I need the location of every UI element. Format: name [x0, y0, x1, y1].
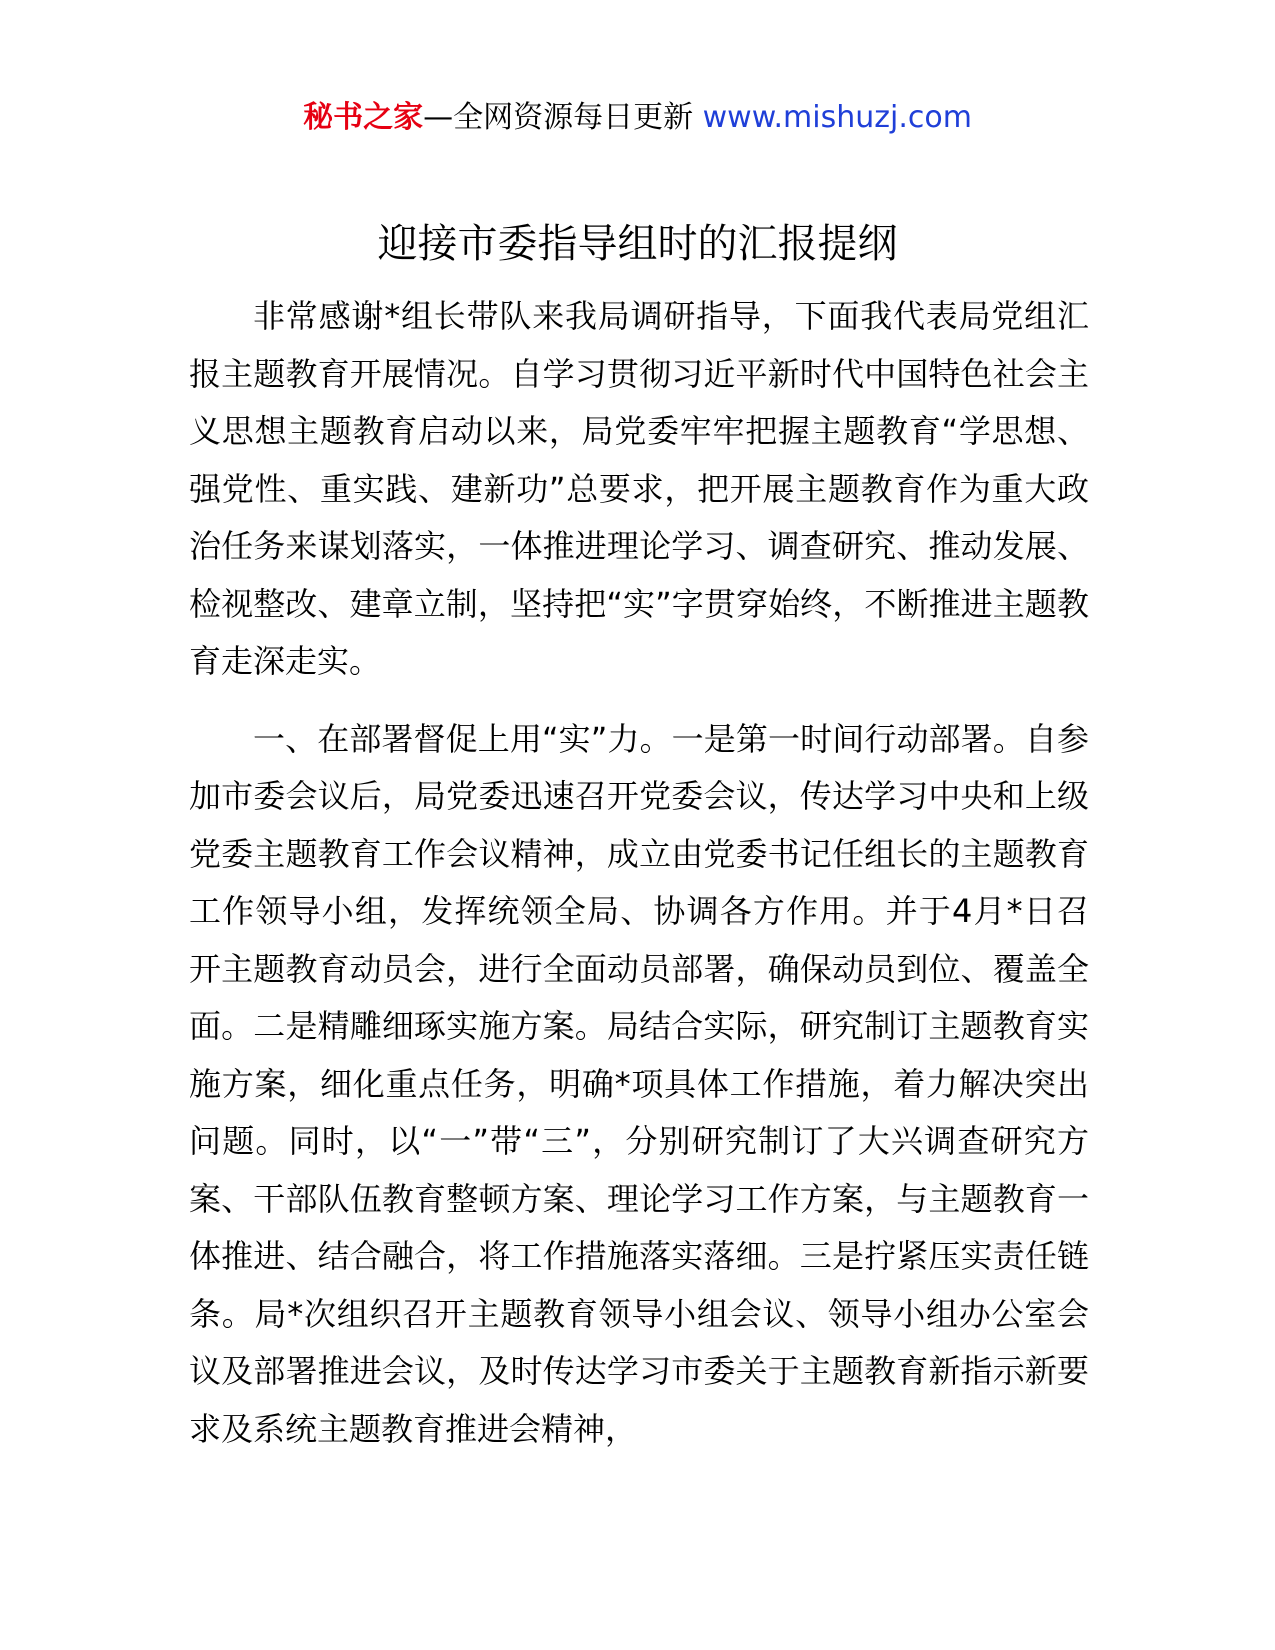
- site-brand: 秘书之家: [303, 100, 424, 135]
- document-body: [189, 288, 1089, 1458]
- site-tagline: —全网资源每日更新: [423, 100, 694, 135]
- site-url-link[interactable]: www.mishuzj.com: [702, 100, 972, 135]
- document-title: 迎接市委指导组时的汇报提纲: [377, 221, 898, 267]
- site-header: [0, 96, 1275, 140]
- paragraph-section-one: 一、在部署督促上用“实”力。一是第一时间行动部署。自参加市委会议后，局党委迅速召开党委会议，传达学习中央和上级党委主题教育工作会议精神，成立由党委书记任组长的主题教育工作领导小组，发挥统领全局、协调各方作用。并于4月*日召开主题教育动员会，进行全面动员部署，确保动员到位、覆盖全面。二是精雕细琢实施方案。局结合实际，研究制订主题教育实施方案，细化重点任务，明确*项具体工作措施，着力解决突出问题。同时，以“一”带“三”，分别研究制订了大兴调查研究方案、干部队伍教育整顿方案、理论学习工作方案，与主题教育一体推进、结合融合，将工作措施落实落细。三是拧紧压实责任链条。局*次组织召开主题教育领导小组会议、领导小组办公室会议及部署推进会议，及时传达学习市委关于主题教育新指示新要求及系统主题教育推进会精神，: [189, 719, 1089, 1448]
- paragraph-intro: 非常感谢*组长带队来我局调研指导，下面我代表局党组汇报主题教育开展情况。自学习贯彻习近平新时代中国特色社会主义思想主题教育启动以来，局党委牢牢把握主题教育“学思想、强党性、重实践、建新功”总要求，把开展主题教育作为重大政治任务来谋划落实，一体推进理论学习、调查研究、推动发展、检视整改、建章立制，坚持把“实”字贯穿始终，不断推进主题教育走深走实。: [189, 297, 1089, 680]
